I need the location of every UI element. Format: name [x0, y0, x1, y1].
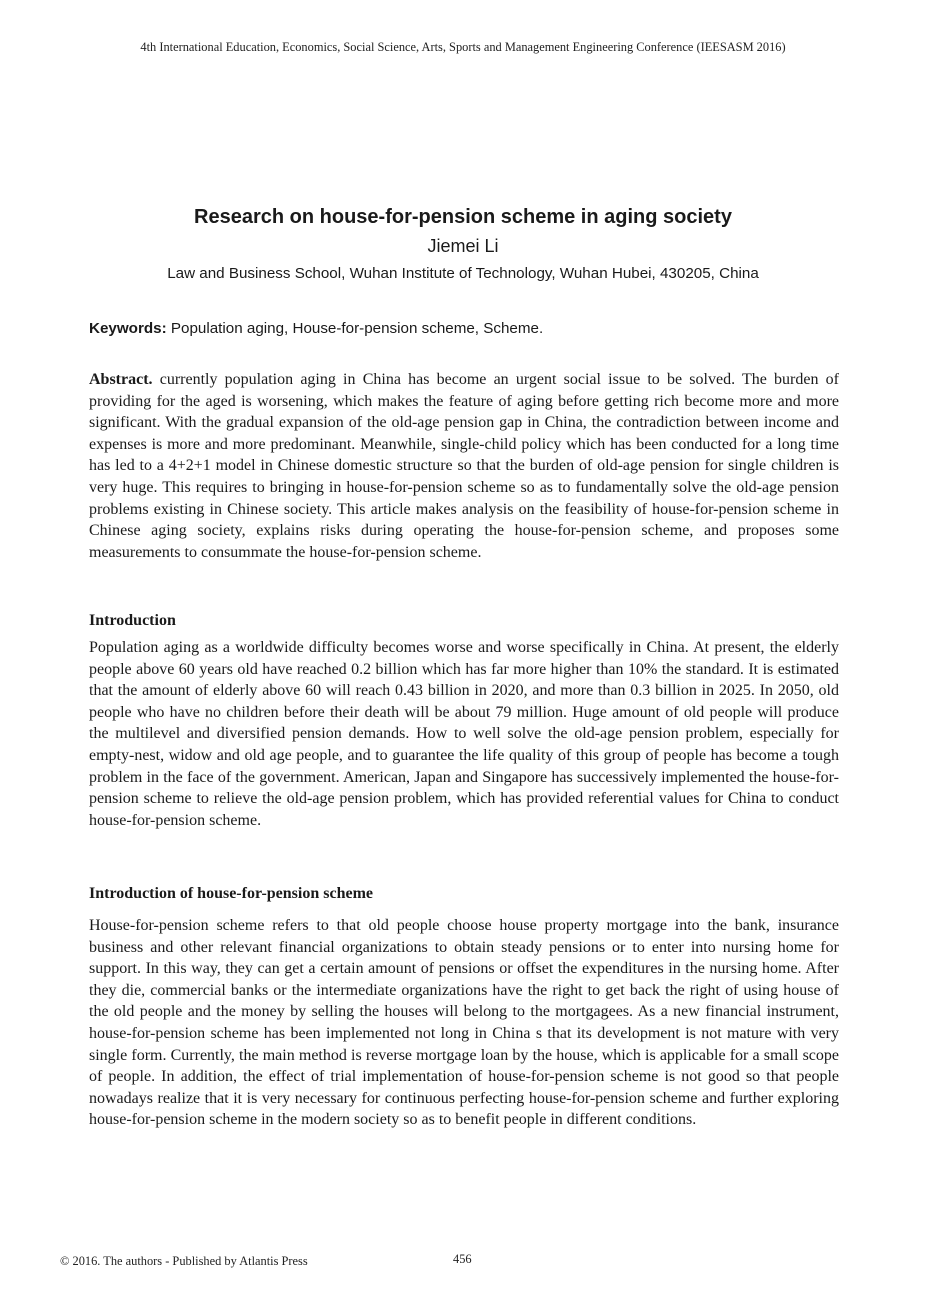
- title-block: [60, 203, 866, 287]
- abstract: [89, 369, 839, 563]
- abstract-text: currently population aging in China has become an urgent social issue to be solved. The burden of providing for the aged is worsening, which makes the feature of aging before getting rich become more and more significant. With the gradual expansion of the old-age pension gap in China, the contradiction between income and expenses is more and more predominant. Meanwhile, single-child policy which has been conducted for a long time has led to a 4+2+1 model in Chinese domestic structure so that the burden of old-age pension for single children is very huge. This requires to bringing in house-for-pension scheme so as to fundamentally solve the old-age pension problems existing in Chinese society. This article makes analysis on the feasibility of house-for-pension scheme in Chinese aging society, explains risks during operating the house-for-pension scheme, and proposes some measurements to consummate the house-for-pension scheme.: [89, 371, 839, 561]
- paper-title: Research on house-for-pension scheme in aging society: [194, 206, 732, 228]
- section-body-house-for-pension: House-for-pension scheme refers to that old people choose house property mortgage into the bank, insurance business and other relevant financial organizations to obtain steady pensions or to enter into nursing home for support. In this way, they can get a certain amount of pensions or offset the expenditures in the nursing home. After they die, commercial banks or the intermediate organizations have the right to get back the right of using house of the old people and the money by selling the houses will belong to the mortgagees. As a new financial instrument, house-for-pension scheme has been implemented not long in China s that its development is not mature with very single form. Currently, the main method is reverse mortgage loan by the house, which is applicable for a small scope of people. In addition, the effect of trial implementation of house-for-pension scheme is not good so that people nowadays realize that it is very necessary for continuous perfecting house-for-pension scheme and further exploring house-for-pension scheme in the modern society so as to benefit people in different conditions.: [89, 917, 839, 1129]
- section-heading-house-for-pension: Introduction of house-for-pension scheme: [89, 885, 374, 902]
- keywords-label: Keywords:: [89, 320, 167, 337]
- page-number: 456: [453, 1252, 472, 1266]
- author-affiliation: Law and Business School, Wuhan Institute of Technology, Wuhan Hubei, 430205, China: [167, 265, 759, 282]
- author-name: Jiemei Li: [427, 236, 499, 256]
- section-body-introduction: Population aging as a worldwide difficulty becomes worse and worse specifically in China. At present, the elderly people above 60 years old have reached 0.2 billion which has far more higher than 10% the standard. It is estimated that the amount of elderly above 60 will reach 0.43 billion in 2020, and more than 0.3 billion in 2025. In 2050, old people who have no children before their death will be about 79 million. Huge amount of old people will produce the multilevel and diversified pension demands. How to well solve the old-age pension problem, especially for empty-nest, widow and old age people, and to guarantee the life quality of this group of people has become a tough problem in the face of the government. American, Japan and Singapore has successively implemented the house-for-pension scheme to relieve the old-age pension problem, which has provided referential values for China to conduct house-for-pension scheme.: [89, 639, 839, 829]
- running-header: 4th International Education, Economics, Social Science, Arts, Sports and Management Engineering Conference (IEESASM 2016): [140, 40, 786, 54]
- footer-copyright: © 2016. The authors - Published by Atlantis Press: [60, 1254, 308, 1268]
- keywords: [89, 318, 839, 340]
- keywords-text: Population aging, House-for-pension scheme, Scheme.: [166, 320, 544, 337]
- abstract-label: Abstract.: [89, 371, 153, 388]
- section-heading-introduction: Introduction: [89, 612, 176, 629]
